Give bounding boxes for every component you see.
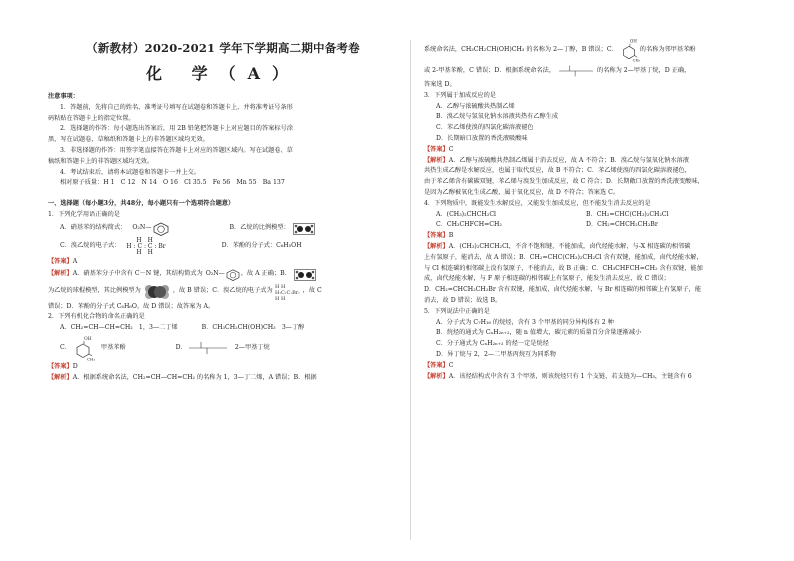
q5-option-d: D．异丁烷与 2，2—二甲基丙烷互为同系物 — [436, 350, 556, 358]
notice-line-1: 1．答题前，先将自己的姓名、准考证号填写在试题卷和答题卡上，并将准考证号条形 — [60, 103, 293, 111]
svg-text:H H: H H — [274, 295, 285, 301]
q4-explain-1: 【解析】A．(CH₃)₂CHCH₂Cl，不含不饱和键，不能加成，卤代烃能水解，与-X 相连碳的相邻碳 — [424, 242, 691, 250]
q4-stem: 4．下列物质中，既能发生水解反应，又能发生加成反应，但不能发生消去反应的是 — [424, 199, 651, 207]
nitrobenzene-formula: O₂N— — [132, 224, 152, 232]
q2-option-b: B．CH₃CH₂CH(OH)CH₃ 3—丁醇 — [201, 324, 305, 332]
notice-line-4: 黑，写在试题卷、草稿纸和答题卡上的非答题区域均无效。 — [48, 136, 209, 144]
notice-line-5: 3．非选择题的作答：用签字笔直接答在答题卡上对应的答题区域内。写在试题卷、草 — [60, 146, 293, 154]
answer-tag: 【答案】 — [424, 361, 449, 369]
q2-option-d-name: 2—甲基丁烷 — [234, 343, 270, 351]
q3-explain-4: 是因为乙醇被氧化生成乙酸，属于氧化反应，故 D 不符合；答案选 C。 — [424, 188, 620, 196]
answer-tag: 【答案】 — [424, 232, 449, 240]
q2-option-a: A．CH₂=CH—CH=CH₂ 1，3—二丁烯 — [60, 324, 178, 332]
q2-option-c-name: 甲基苯酚 — [100, 343, 126, 351]
q3-explain-1: 【解析】A．乙醇与浓硫酸共热制乙烯属于消去反应，故 A 不符合；B．溴乙烷与氢氧化钠水溶液 — [424, 156, 689, 164]
q4-explain-6: 消去，故 D 错误；故选 B。 — [424, 296, 502, 304]
q1-option-b: B．乙烷的比例模型： — [229, 224, 290, 232]
q4-option-c: C．CH₃CHFCH=CH₂ — [436, 221, 502, 229]
exam-title: （新教材）2020-2021 学年下学期高二期中备考卷 — [86, 41, 360, 55]
q1-stem: 1．下列化学用语正确的是 — [48, 210, 120, 218]
q5-option-a: A．分子式为 C₇H₁₆ 的烷烃，含有 3 个甲基的同分异构体有 2 种 — [436, 318, 614, 326]
notice-line-6: 稿纸和答题卡上的非答题区域均无效。 — [48, 157, 154, 165]
q4-option-b: B．CH₂=CHC(CH₃)₂CH₂Cl — [586, 210, 669, 218]
column-divider — [410, 40, 411, 540]
electron-formula-icon — [275, 283, 301, 301]
q1-options-cd — [48, 237, 398, 257]
svg-text:H:C:C:Br:: H:C:C:Br: — [274, 289, 300, 296]
section-heading: 一、选择题（每小题3分，共48分，每小题只有一个选项符合题意） — [48, 200, 235, 208]
q1-answer: 【答案】A — [48, 257, 78, 265]
notice-line-3: 2．选择题的作答：每小题选出答案后，用 2B 铅笔把答题卡上对应题目的答案标号涂 — [60, 125, 293, 133]
methylbutane-structure-icon — [555, 63, 597, 79]
q2-explain-cont-1: 系统命名法，CH₃CH₂CH(OH)CH₃ 的名称为 2—丁醇，B 错误；C． OH CH₃ 的名称为邻甲基苯酚 — [424, 38, 696, 62]
q2-option-d-label: D． — [175, 343, 187, 351]
svg-text:H H: H H — [274, 283, 285, 290]
q3-option-c: C．苯乙烯使溴的四氯化碳溶液褪色 — [436, 124, 534, 132]
bromoethane-electron-formula: H H H : C : C : Br H H — [126, 236, 166, 256]
q4-explain-3: 与 Cl 相连碳的相邻碳上没有氢原子，不能消去，故 B 正确；C．CH₃CHFCH=CH₂ 含有双键，能加 — [424, 264, 703, 272]
explain-tag: 【解析】 — [424, 372, 449, 380]
q1-explain-1: 【解析】 A．硝基苯分子中含有 C－N 键，其结构简式为 O₂N— ，故 A 正确；B． — [48, 268, 398, 282]
q4-options-cd — [424, 220, 774, 231]
methylphenol-structure-icon — [618, 38, 640, 62]
q4-answer: 【答案】B — [424, 232, 454, 240]
q2-explain: 【解析】A．根据系统命名法，CH₂=CH—CH=CH₂ 的名称为 1，3—丁二烯，A 错误；B．根据 — [48, 373, 317, 381]
q3-explain-2: 共热生成乙醇是水解反应，也属于取代反应，故 B 不符合；C．苯乙烯使溴的四氯化碳溶液褪色， — [424, 167, 691, 175]
explain-tag: 【解析】 — [424, 156, 449, 164]
q3-option-a: A．乙醇与浓硫酸共热制乙烯 — [436, 102, 515, 110]
q2-answer: 【答案】D — [48, 362, 78, 370]
explain-tag: 【解析】 — [48, 373, 73, 381]
q3-option-d: D．长期暗口放置的香洗液吸酸味 — [436, 134, 528, 142]
q2-explain-cont-3: 答案选 D。 — [424, 81, 456, 88]
methylphenol-structure-icon — [71, 335, 95, 361]
methylbutane-structure-icon — [187, 339, 229, 357]
q4-explain-4: 成，卤代烃能水解，与 F 原子相连碳的相邻碳上有氢原子，能发生消去反应，故 C 错误； — [424, 275, 670, 283]
q3-stem: 3．下列属于加成反应的是 — [424, 91, 496, 99]
q5-answer: 【答案】C — [424, 361, 454, 369]
ball-stick-model-icon — [293, 223, 315, 235]
q2-stem: 2．下列有机化合物的命名正确的是 — [48, 313, 145, 321]
q5-option-c: C．分子通式为 CₙH₂ₙ₊₂ 的烃一定是烷烃 — [436, 340, 549, 348]
explain-tag: 【解析】 — [424, 242, 449, 250]
q2-options-ab — [48, 323, 398, 334]
q5-stem: 5．下列说法中正确的是 — [424, 307, 490, 315]
svg-text:CH₃: CH₃ — [632, 58, 640, 62]
notice-heading: 注意事项： — [48, 93, 79, 100]
benzene-ring-icon — [225, 269, 241, 281]
answer-tag: 【答案】 — [424, 145, 449, 153]
q2-options-cd — [48, 334, 398, 362]
notice-line-2: 码粘贴在答题卡上的指定位置。 — [48, 114, 135, 122]
answer-tag: 【答案】 — [48, 362, 73, 370]
space-filling-model-icon — [143, 283, 171, 301]
q3-explain-3: 由于苯乙烯含有碳碳双键，苯乙烯与溴发生加成反应，故 C 符合；D．长期敞口放置的香洗液变酸味， — [424, 178, 704, 186]
atomic-mass-line: 相对原子质量：H 1 C 12 N 14 O 16 Cl 35.5 Fe 56 Mn 55 Ba 137 — [60, 179, 285, 187]
notice-line-7: 4．考试结束后，请将本试题卷和答题卡一并上交。 — [60, 168, 201, 176]
q1-explain-2: 为乙烷的球棍模型，其比例模型为 ，故 B 错误；C．溴乙烷的电子式为 H H H:C:C:Br: H H ，故 C — [48, 283, 322, 301]
subject-title: 化 学（A） — [146, 64, 300, 83]
svg-text:OH: OH — [629, 38, 637, 44]
q1-options-ab — [48, 221, 398, 237]
q4-explain-5: D．CH₂=CHCH₂CH₂Br 含有双键，能加成，卤代烃能水解，与 Br 相连碳的相邻碳上有氢原子，能 — [424, 286, 702, 294]
q2-explain-cont-2: 或 2-甲基苯酚，C 错误；D．根据系统命名法， 的名称为 2—甲基丁烷，D 正确， — [424, 62, 774, 80]
q1-option-a: A．硝基苯的结构简式： — [60, 224, 127, 232]
answer-tag: 【答案】 — [48, 257, 73, 265]
q4-explain-2: 上有氢原子，能消去，故 A 错误；B．CH₂=CHC(CH₃)₂CH₂Cl 含有双键，能加成，卤代烃能水解， — [424, 253, 703, 261]
q4-option-d: D．CH₂=CHCH₂CH₂Br — [586, 221, 658, 229]
q3-option-b: B．溴乙烷与氢氧化钠水溶液共热有乙醇生成 — [436, 113, 559, 121]
left-column — [48, 0, 398, 384]
q1-explain-3: 错误；D．苯酚的分子式 C₆H₆O，故 D 错误；故答案为 A。 — [48, 302, 215, 310]
q1-option-d: D．苯酚的分子式：C₆H₅OH — [221, 242, 302, 250]
q1-option-c: C．溴乙烷的电子式： — [60, 242, 121, 250]
q2-option-c-label: C． — [60, 343, 71, 351]
svg-text:CH₃: CH₃ — [86, 356, 95, 361]
ball-stick-model-icon — [294, 269, 316, 281]
explain-tag: 【解析】 — [48, 270, 73, 278]
q5-option-b: B．烷烃的通式为 CₙH₂ₙ₊₂，随 n 值增大，碳元素的质量百分含量逐渐减小 — [436, 329, 642, 337]
benzene-ring-icon — [152, 222, 170, 236]
q5-explain-1: 【解析】A．该烃结构式中含有 3 个甲基，则该烷烃只有 1 个支链，若支链为—CH₃，主链含有 6 — [424, 372, 692, 380]
q4-option-a: A．(CH₃)₂CHCH₂Cl — [436, 210, 497, 218]
right-column — [424, 38, 774, 382]
svg-text:OH: OH — [83, 336, 92, 342]
q4-options-ab — [424, 210, 774, 221]
q3-answer: 【答案】C — [424, 145, 454, 153]
